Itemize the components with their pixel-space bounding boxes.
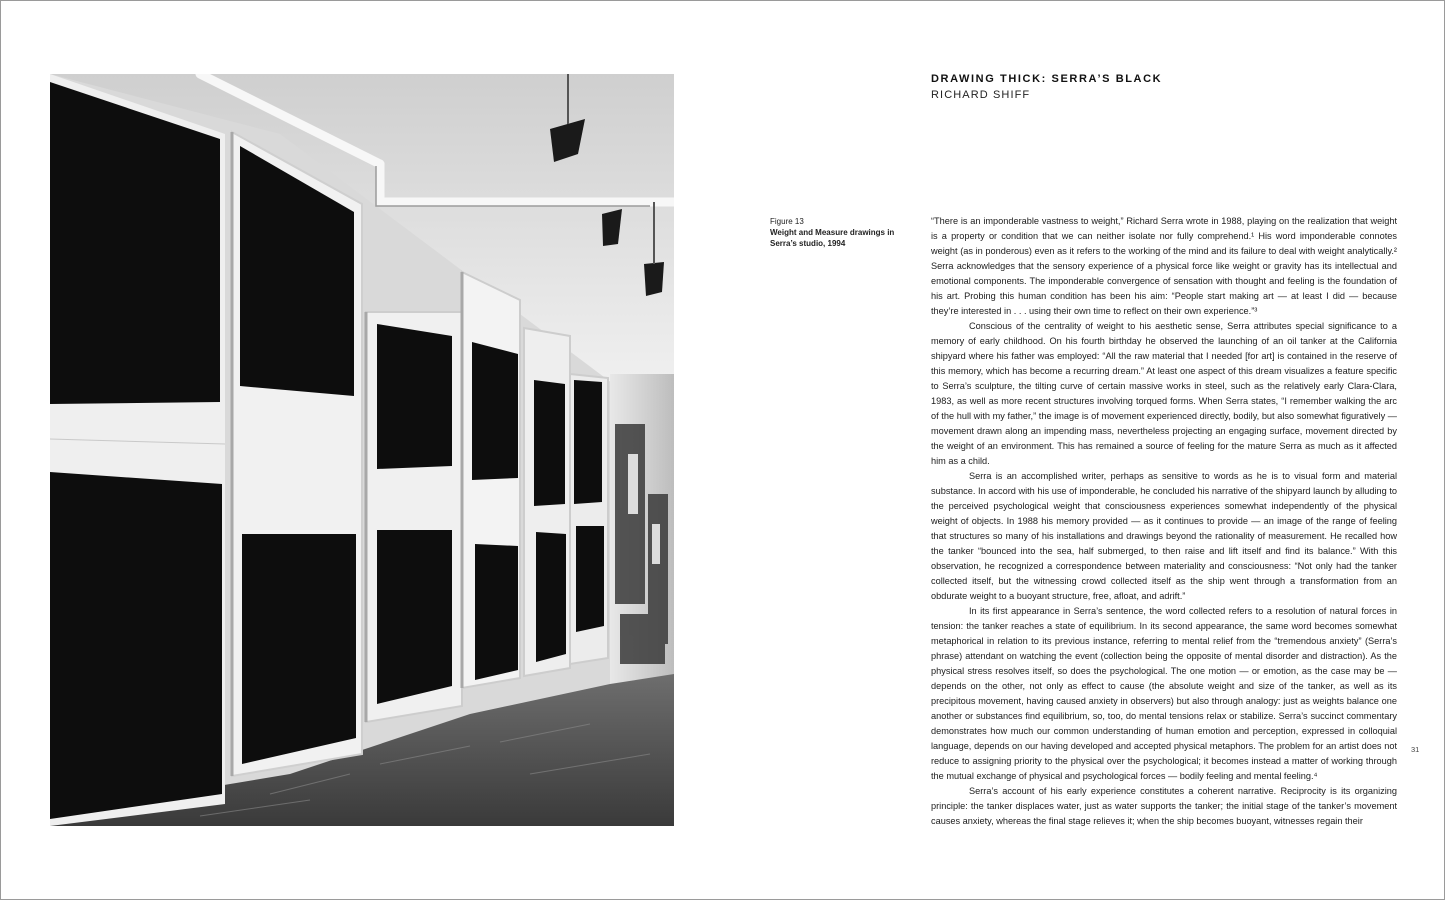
figure-number: Figure 13: [770, 217, 804, 226]
studio-photograph: [50, 74, 674, 826]
article-body: [931, 214, 1397, 829]
paragraph: Serra is an accomplished writer, perhaps as sensitive to words as he is to visual form and material substance. In accord with his use of imponderable, he concluded his narrative of the shipyard launch by alluding to the perceived psychological weight that consciousness experiences somewhat independently of the physical weight of objects. In 1988 his memory provided — as it continues to provide — an image of the range of feeling that structures so many of his installations and drawings beyond the rationality of measurement. He recalled how the tanker “bounced into the sea, half submerged, to then raise and lift itself and find its balance.” With this observation, he recognized a correspondence between materiality and consciousness: “Not only had the tanker collected itself, but the witnessing crowd collected itself as the ship went through a transformation from an obdurate weight to a buoyant structure, free, afloat, and adrift.”: [931, 471, 1397, 601]
paragraph: In its first appearance in Serra’s sentence, the word collected refers to a resolution of natural forces in tension: the tanker reaches a state of equilibrium. In its second appearance, the same word becomes somewhat metaphorical in relation to its previous instance, referring to mental relief from the “tremendous anxiety” (Serra’s phrase) attendant on watching the event (collection being the opposite of mental disorder and distraction). As the physical stress resolves itself, so does the psychological. The one motion — or emotion, as the case may be — depends on the other, not only as effect to cause (the absolute weight and size of the tanker, as well as its precipitous movement, having caused anxiety in observers) but also through analogy: just as weights balance one another or substances find equilibrium, so, too, do mental tensions relax or stabilize. Serra’s succinct commentary demonstrates how much our common understanding of human emotion and perception, expressed in colloquial language, depends on our having developed and accepted physical metaphors. The problem for an artist does not reduce to assigning priority to the physical over the psychological; it becomes instead a matter of working through the mutual exchange of physical and psychological forces — bodily feeling and mental feeling.⁴: [931, 606, 1397, 781]
paragraph: Serra’s account of his early experience constitutes a coherent narrative. Reciprocity is its organizing principle: the tanker displaces water, just as water supports the tanker; the initial stage of the tanker’s movement causes anxiety, whereas the final stage relieves it; when the ship becomes buoyant, witnesses regain their: [931, 786, 1397, 826]
paragraph: Conscious of the centrality of weight to his aesthetic sense, Serra attributes special significance to a memory of early childhood. On his fourth birthday he observed the launching of an oil tanker at the California shipyard where his father was employed: “All the raw material that I needed [for art] is contained in the reserve of this memory, which has become a recurring dream.” At least one aspect of this dream visualizes a feature specific to Serra’s sculpture, the tilting curve of certain massive works in steel, such as the relatively early Clara-Clara, 1983, as well as more recent structures involving torqued forms. When Serra states, “I remember walking the arc of the hull with my father,” the image is of movement experienced directly, bodily, but also somewhat figuratively — movement drawn along an impending mass, nevertheless projecting an engaging surface, movement directed by the weight of an environment. This has remained a source of feeling for the mature Serra as much as it affected him as a child.: [931, 321, 1397, 466]
figure-title: Weight and Measure drawings in Serra’s studio, 1994: [770, 228, 895, 248]
article-author: RICHARD SHIFF: [931, 89, 1031, 101]
figure-caption: [770, 216, 900, 249]
article-header: [931, 72, 1162, 102]
paragraph: “There is an imponderable vastness to weight,” Richard Serra wrote in 1988, playing on the realization that weight is a property or condition that we can neither isolate nor fully comprehend.¹ His word imponderable connotes weight (as in ponderous) even as it refers to the working of the mind and its failure to deal with weight analytically.² Serra acknowledges that the sensory experience of a physical force like weight or gravity has its intellectual and emotional components. The imponderable convergence of sensation with thought and feeling is the foundation of his art. Probing this human condition has been his aim: “People start making art — at least I did — because they’re interested in . . . using their own time to reflect on their own experience.”³: [931, 216, 1397, 316]
article-title: DRAWING THICK: SERRA’S BLACK: [931, 73, 1163, 85]
studio-photo-image: [50, 74, 674, 826]
page-number: 31: [1411, 745, 1420, 754]
